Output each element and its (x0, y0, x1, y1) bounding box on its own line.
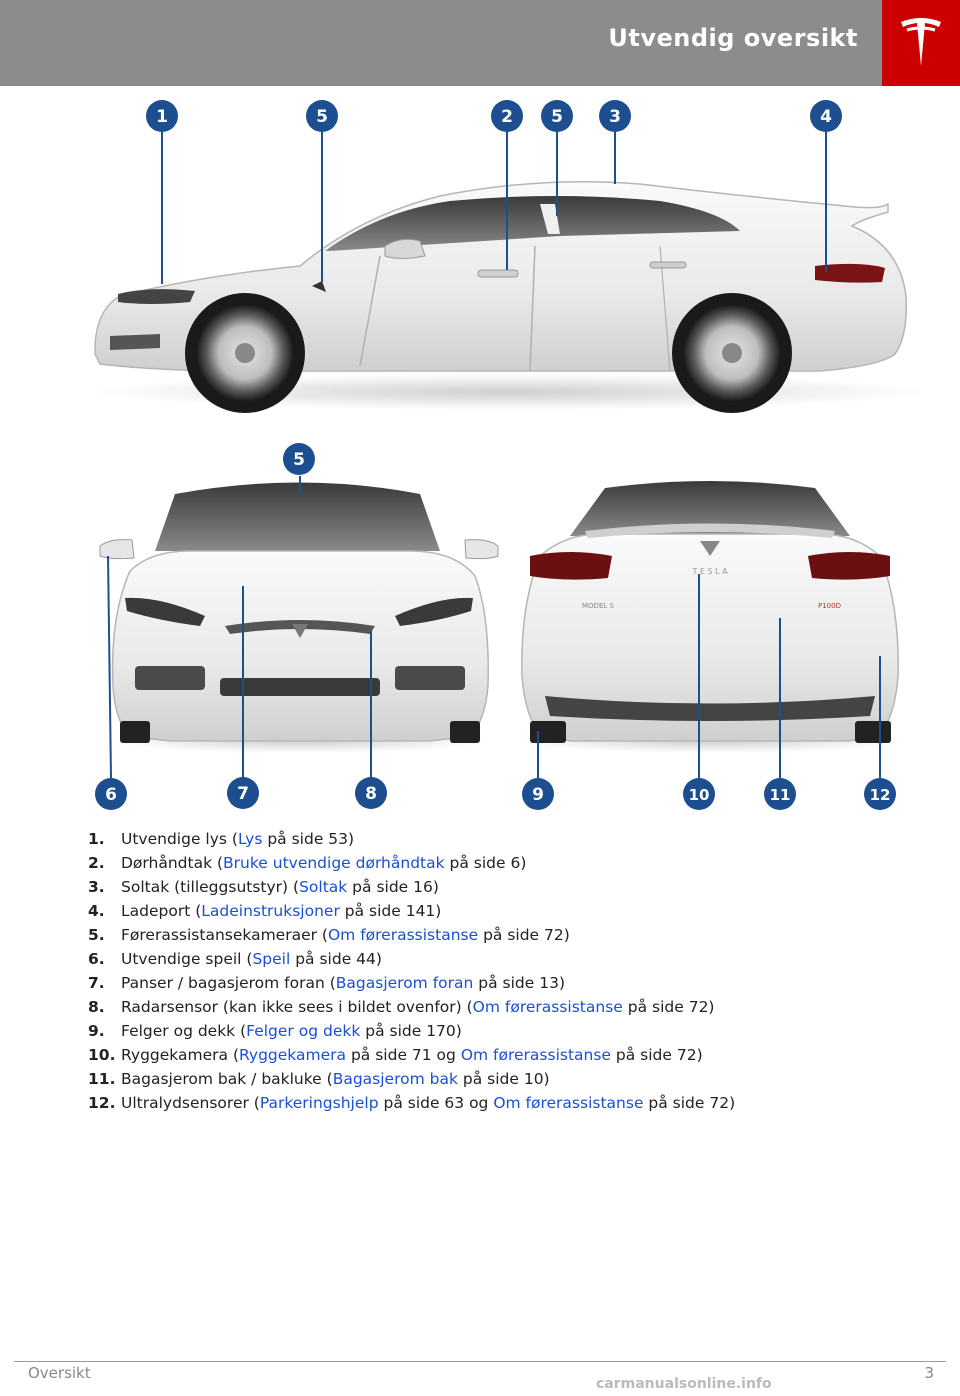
item-text: Ultralydsensorer ( (121, 1094, 260, 1112)
item-text: på side 44) (290, 950, 382, 968)
front-callout (283, 443, 315, 475)
item-text: Soltak (tilleggsutstyr) ( (121, 878, 300, 896)
item-link[interactable]: Om førerassistanse (327, 926, 479, 944)
list-item (88, 1067, 735, 1091)
callout-label: 11 (769, 786, 791, 804)
callout-label: 5 (316, 107, 328, 127)
list-item (88, 995, 735, 1019)
item-text: på side 72) (643, 1094, 736, 1112)
callout-label: 5 (551, 107, 563, 127)
item-text: på side 72) (478, 926, 570, 944)
item-text: Panser / bagasjerom foran ( (121, 974, 336, 992)
item-link[interactable]: Soltak (299, 878, 348, 896)
exterior-figure (0, 86, 960, 816)
page-title: Utvendig oversikt (608, 24, 858, 52)
item-text: Felger og dekk ( (121, 1022, 247, 1040)
item-number: 8. (88, 998, 105, 1016)
item-link[interactable]: Ryggekamera (239, 1046, 347, 1064)
callout-label: 12 (869, 786, 891, 804)
item-text: Utvendige speil ( (121, 950, 253, 968)
item-number: 4. (88, 902, 105, 920)
callout-1 (146, 100, 178, 132)
list-item (88, 947, 735, 971)
item-link[interactable]: Om førerassistanse (493, 1094, 644, 1112)
callout-2 (491, 100, 523, 132)
item-number: 2. (88, 854, 105, 872)
callout-label: 10 (688, 786, 710, 804)
item-text: Ryggekamera ( (121, 1046, 239, 1064)
callout-label: 3 (609, 107, 621, 127)
footer-section: Oversikt (28, 1364, 91, 1382)
footer-divider (14, 1361, 946, 1362)
rear-view-car (515, 481, 905, 753)
bottom-callouts (95, 777, 896, 810)
callout-5-side (306, 100, 338, 132)
list-item (88, 971, 735, 995)
callout-8 (355, 777, 387, 809)
list-item (88, 1091, 735, 1115)
item-number: 3. (88, 878, 105, 896)
item-text: på side 6) (444, 854, 527, 872)
item-text: på side 10) (457, 1070, 550, 1088)
item-number: 12. (88, 1094, 116, 1112)
callout-label: 6 (105, 785, 117, 805)
page-number: 3 (924, 1364, 934, 1382)
item-text: Radarsensor (kan ikke sees i bildet ovenfor) ( (121, 998, 473, 1016)
callout-label: 2 (501, 107, 513, 127)
item-text: på side 13) (473, 974, 565, 992)
item-text: på side 63 og (378, 1094, 494, 1112)
item-text: på side 72) (610, 1046, 703, 1064)
item-number: 1. (88, 830, 105, 848)
callout-label: 8 (365, 784, 377, 804)
callout-label: 5 (293, 450, 305, 470)
list-item (88, 1019, 735, 1043)
item-number: 10. (88, 1046, 116, 1064)
item-text: på side 16) (347, 878, 439, 896)
item-number: 7. (88, 974, 105, 992)
callout-label: 1 (156, 107, 168, 127)
list-item (88, 923, 735, 947)
legend-list (88, 827, 735, 1115)
tesla-logo-icon (899, 16, 943, 68)
list-item (88, 851, 735, 875)
list-item (88, 875, 735, 899)
list-item (88, 1043, 735, 1067)
item-link[interactable]: Bagasjerom bak (332, 1070, 458, 1088)
item-text: på side 53) (262, 830, 355, 848)
item-text: på side 71 og (346, 1046, 461, 1064)
item-link[interactable]: Parkeringshjelp (259, 1094, 379, 1112)
item-text: Ladeport ( (121, 902, 202, 920)
item-link[interactable]: Speil (252, 950, 291, 968)
callout-5-front (283, 443, 315, 475)
side-callouts (146, 100, 842, 132)
item-link[interactable]: Ladeinstruksjoner (201, 902, 340, 920)
watermark: carmanualsonline.info (596, 1376, 772, 1392)
callout-3 (599, 100, 631, 132)
item-number: 5. (88, 926, 105, 944)
callout-label: 7 (237, 784, 249, 804)
callout-label: 9 (532, 785, 544, 805)
callout-11 (764, 778, 796, 810)
model-badge: MODEL S (582, 602, 614, 610)
tesla-logo (882, 0, 960, 86)
callout-label: 4 (820, 107, 832, 127)
item-link[interactable]: Om førerassistanse (460, 1046, 611, 1064)
item-link[interactable]: Om førerassistanse (472, 998, 623, 1016)
callout-5-pillar (541, 100, 573, 132)
trim-badge: P100D (818, 602, 841, 610)
item-text: Førerassistansekameraer ( (121, 926, 328, 944)
callout-6 (95, 778, 127, 810)
page-header (0, 0, 882, 86)
item-link[interactable]: Bruke utvendige dørhåndtak (223, 854, 445, 872)
callout-12 (864, 778, 896, 810)
list-item (88, 827, 735, 851)
item-text: på side 141) (339, 902, 442, 920)
item-number: 11. (88, 1070, 116, 1088)
side-view-car (90, 182, 930, 413)
item-text: Bagasjerom bak / bakluke ( (121, 1070, 333, 1088)
item-text: Dørhåndtak ( (121, 854, 224, 872)
callout-9 (522, 778, 554, 810)
item-number: 9. (88, 1022, 105, 1040)
callout-10 (683, 778, 715, 810)
item-number: 6. (88, 950, 105, 968)
item-text: på side 72) (622, 998, 715, 1016)
list-item (88, 899, 735, 923)
callout-4 (810, 100, 842, 132)
item-link[interactable]: Felger og dekk (246, 1022, 361, 1040)
front-view-car (100, 483, 498, 754)
item-link[interactable]: Lys (237, 830, 263, 848)
item-text: på side 170) (360, 1022, 462, 1040)
callout-7 (227, 777, 259, 809)
rear-lettering: T E S L A (692, 567, 728, 576)
item-text: Utvendige lys ( (121, 830, 238, 848)
item-link[interactable]: Bagasjerom foran (335, 974, 474, 992)
